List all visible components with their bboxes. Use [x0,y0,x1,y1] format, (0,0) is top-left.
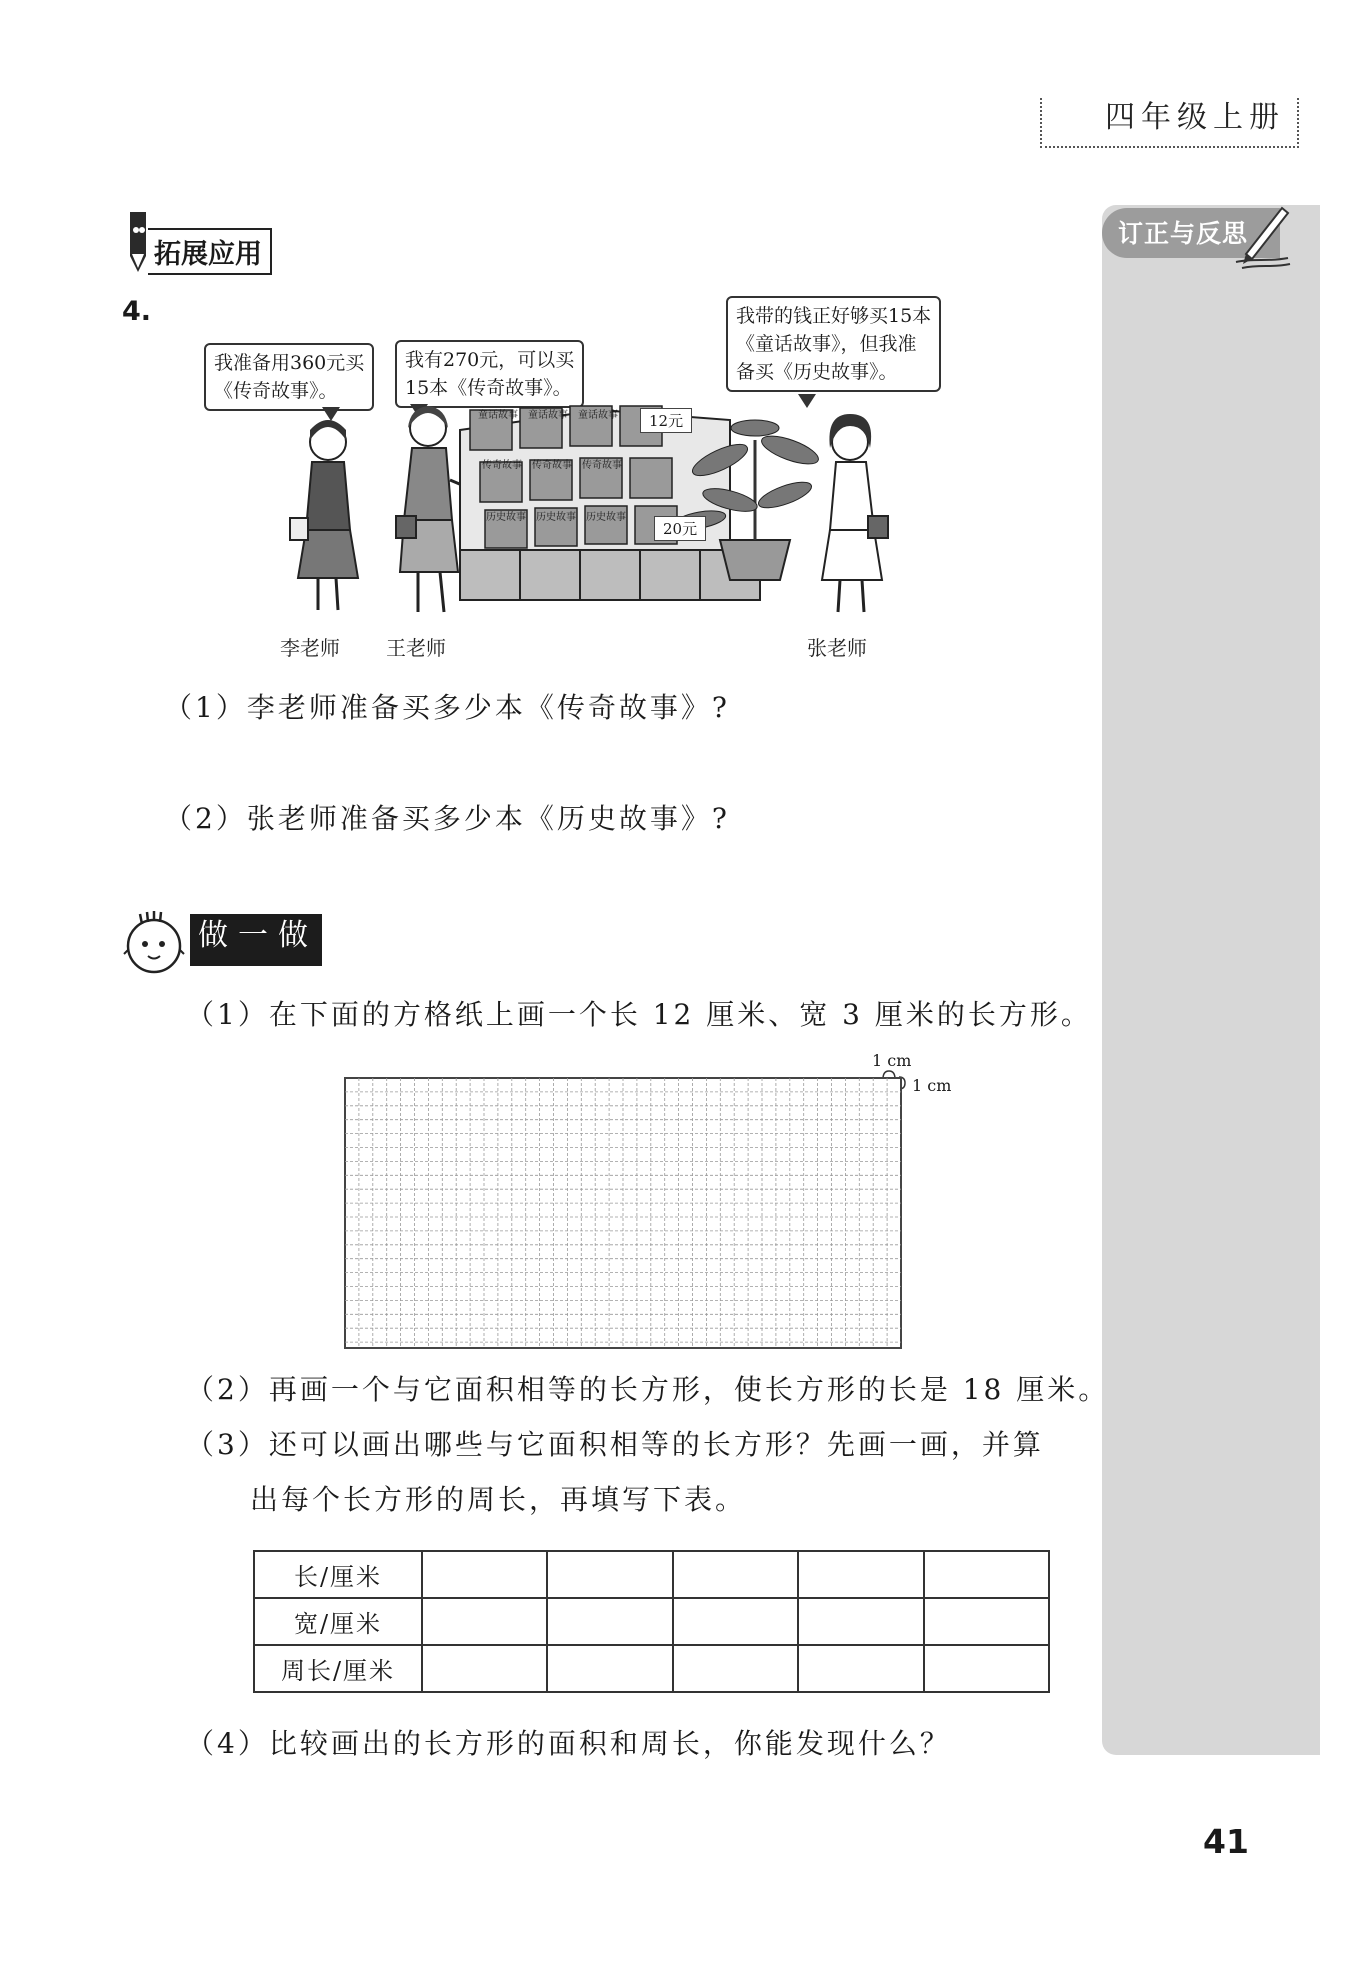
bubble-zhang: 我带的钱正好够买15本 《童话故事》，但我准 备买《历史故事》。 [726,296,941,392]
table-row [254,1645,1049,1692]
book-label: 历史故事 [536,512,576,523]
correction-panel [1102,205,1320,1755]
table-cell[interactable] [673,1598,798,1645]
grade-label: 四年级上册 [1105,100,1285,135]
row-header-perimeter: 周长/厘米 [254,1645,422,1692]
table-cell[interactable] [924,1645,1049,1692]
book-label: 历史故事 [486,512,526,523]
do-question-3-line2: 出每个长方形的周长，再填写下表。 [250,1483,747,1516]
rectangle-table [253,1550,1050,1693]
pen-icon [1232,200,1294,272]
table-cell[interactable] [798,1551,923,1598]
table-row [254,1598,1049,1645]
teacher-zhang-figure [822,414,888,612]
bubble-li: 我准备用360元买 《传奇故事》。 [204,343,374,411]
book-label: 传奇故事 [582,460,622,471]
table-row [254,1551,1049,1598]
table-cell[interactable] [547,1645,672,1692]
bubble-wang: 我有270元，可以买 15本《传奇故事》。 [395,340,584,408]
do-question-1: （1）在下面的方格纸上画一个长 12 厘米、宽 3 厘米的长方形。 [186,998,1092,1031]
book-labels-row-2 [482,456,652,471]
question-4-2: （2）张老师准备买多少本《历史故事》? [164,802,730,835]
table-cell[interactable] [422,1645,547,1692]
correction-tab-label: 订正与反思 [1118,219,1249,248]
table-cell[interactable] [798,1598,923,1645]
row-header-length: 长/厘米 [254,1551,422,1598]
book-labels-row-1 [478,406,648,421]
table-cell[interactable] [798,1645,923,1692]
do-question-3-line1: （3）还可以画出哪些与它面积相等的长方形？先画一画，并算 [186,1428,1044,1461]
book-label: 历史故事 [586,512,626,523]
do-question-4: （4）比较画出的长方形的面积和周长，你能发现什么？ [186,1727,951,1760]
grid-unit-vertical: 1 cm [912,1076,952,1095]
teacher-li-figure [290,420,358,610]
table-cell[interactable] [673,1645,798,1692]
table-cell[interactable] [422,1598,547,1645]
table-cell[interactable] [422,1551,547,1598]
book-label: 传奇故事 [532,460,572,471]
name-li: 李老师 [280,636,340,660]
do-question-2: （2）再画一个与它面积相等的长方形，使长方形的长是 18 厘米。 [186,1373,1110,1406]
table-cell[interactable] [924,1598,1049,1645]
table-cell[interactable] [673,1551,798,1598]
question-number: 4. [122,296,152,327]
page-number: 41 [1203,1822,1249,1861]
face-icon [122,910,188,976]
row-header-width: 宽/厘米 [254,1598,422,1645]
price-tag-20: 20元 [654,516,706,541]
table-cell[interactable] [547,1551,672,1598]
grid-unit-horizontal: 1 cm [872,1051,912,1070]
book-label: 童话故事 [578,410,618,421]
name-zhang: 张老师 [807,636,867,660]
table-cell[interactable] [924,1551,1049,1598]
book-label: 传奇故事 [482,460,522,471]
book-labels-row-3 [486,508,656,523]
grid-paper[interactable] [344,1077,902,1349]
price-tag-12: 12元 [640,408,692,433]
name-wang: 王老师 [386,636,446,660]
book-label: 童话故事 [478,410,518,421]
section-title-do: 做一做 [190,914,322,966]
table-cell[interactable] [547,1598,672,1645]
section-title-expand: 拓展应用 [148,228,272,275]
question-4-1: （1）李老师准备买多少本《传奇故事》? [164,691,730,724]
book-label: 童话故事 [528,410,568,421]
